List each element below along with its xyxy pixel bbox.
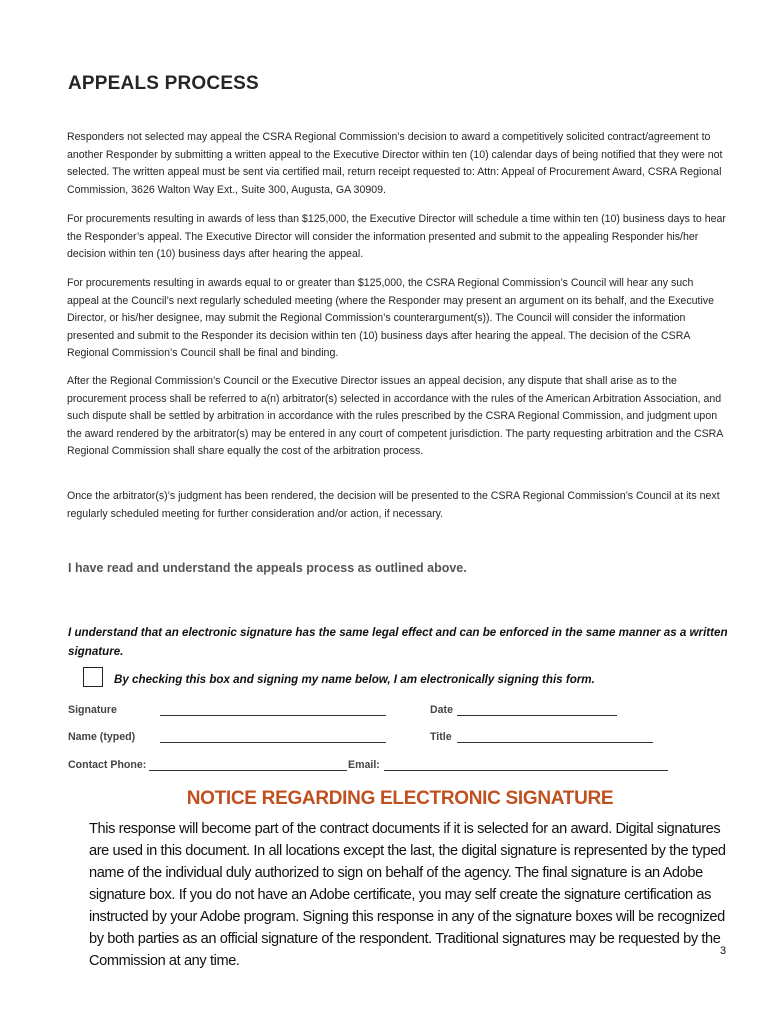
appeal-paragraph-1: Responders not selected may appeal the CSRA Regional Commission’s decision to award a competitively solicited contract/agreement to another Responder by submitting a written appeal to the Executive Director within ten (10) calendar days of being notified that they were not selected. The written appeal must be sent via certified mail, return receipt requested to: Attn: Appeal of Procurement Award, CSRA Regional Commission, 3626 Walton Way Ext., Suite 300, Augusta, GA 30909. (67, 131, 723, 196)
appeal-paragraph-4: After the Regional Commission’s Council or the Executive Director issues an appeal decision, any dispute that shall arise as to the procurement process shall be referred to a(n) arbitrator(s) selected in accordance with the rules of the American Arbitration Association, and such dispute shall be settled by arbitration in accordance with the rules prescribed by the CSRA Regional Commission, and judgment upon the award rendered by the arbitrator(s) may be entered in any court of competent jurisdiction. The party requesting arbitration and the CSRA Regional Commission shall share equally the cost of the arbitration process. (67, 375, 723, 458)
title-label: Title (430, 731, 452, 743)
signature-label: Signature (68, 704, 117, 716)
signature-field[interactable] (160, 715, 386, 716)
name-typed-label: Name (typed) (68, 731, 136, 743)
acknowledgement-statement: I have read and understand the appeals process as outlined above. (68, 561, 467, 575)
notice-body: This response will become part of the contract documents if it is selected for an award. Digital signatures are used in this document. In all locations except the last, the digital signature is represented by the typed name of the individual duly authorized to sign on behalf of the agency. The final signature is an Adobe signature box. If you do not have an Adobe certificate, you may self create the signature certification as instructed by your Adobe program. Signing this response in any of the signature boxes will be recognized by both parties as an official signature of the respondent. Traditional signatures may be requested by the Commission at any time. (89, 821, 726, 969)
contact-phone-field[interactable] (149, 770, 347, 771)
contact-phone-label: Contact Phone: (68, 759, 147, 771)
esignature-statement: I understand that an electronic signature has the same legal effect and can be enforced in the same manner as a written signature. (68, 626, 728, 658)
email-field[interactable] (384, 770, 668, 771)
appeal-paragraph-3: For procurements resulting in awards equal to or greater than $125,000, the CSRA Regional Commission’s Council will hear any such appeal at the Council’s next regularly scheduled meeting (where the Responder may present an argument on its behalf, and the Executive Director, or his/her designee, may submit the Regional Commission’s counterargument(s)). The Council will consider the information presented and submit to the Responder its decision within ten (10) business days after hearing the appeal. The decision of the CSRA Regional Commission’s Council shall be final and binding. (67, 277, 714, 360)
notice-title: NOTICE REGARDING ELECTRONIC SIGNATURE (186, 788, 614, 809)
esign-checkbox-label: By checking this box and signing my name below, I am electronically signing this form. (114, 673, 595, 686)
page-number: 3 (720, 945, 727, 957)
esign-checkbox[interactable] (83, 667, 103, 687)
appeal-paragraph-5: Once the arbitrator(s)’s judgment has been rendered, the decision will be presented to the CSRA Regional Commission’s Council at its next regularly scheduled meeting for further consideration and/or action, if necessary. (67, 490, 720, 520)
date-field[interactable] (457, 715, 617, 716)
appeal-paragraph-2: For procurements resulting in awards of less than $125,000, the Executive Director will schedule a time within ten (10) business days to hear the Responder’s appeal. The Executive Director will consider the information presented and submit to the appealing Responder his/her decision within ten (10) business days after hearing the appeal. (67, 213, 726, 261)
page-title: APPEALS PROCESS (68, 73, 259, 94)
date-label: Date (430, 704, 453, 716)
name-typed-field[interactable] (160, 742, 386, 743)
title-field[interactable] (457, 742, 653, 743)
email-label: Email: (348, 759, 380, 771)
